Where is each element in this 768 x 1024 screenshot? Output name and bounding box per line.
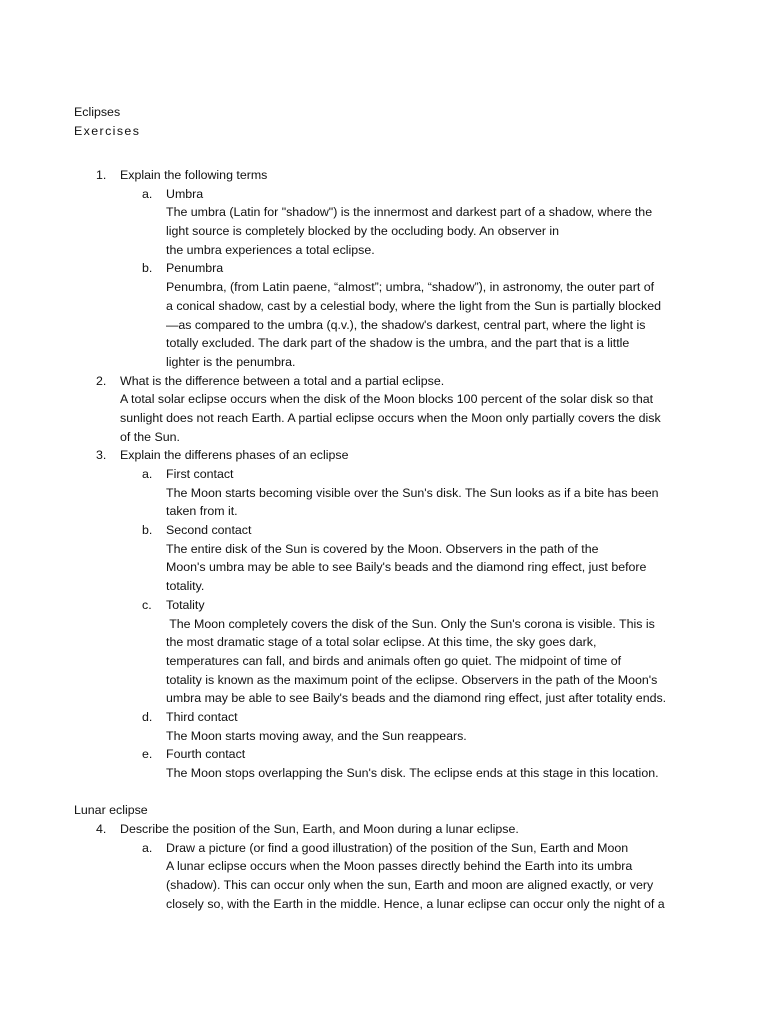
answer-line: taken from it.: [166, 504, 238, 519]
answer-line: Moon's umbra may be able to see Baily's beads and the diamond ring effect, just before: [166, 560, 647, 575]
answer-line: lighter is the penumbra.: [166, 354, 296, 369]
answer-line: of the Sun.: [120, 429, 180, 444]
question-number: 3.: [96, 448, 107, 463]
document-header: [74, 103, 140, 140]
question-2: [74, 372, 704, 391]
subitem-third-contact: [74, 708, 704, 727]
answer-line: the most dramatic stage of a total solar eclipse. At this time, the sky goes dark,: [166, 635, 597, 650]
answer-line: Penumbra, (from Latin paene, “almost”; umbra, “shadow”), in astronomy, the outer part of: [166, 280, 655, 295]
subitem-letter: e.: [142, 747, 153, 762]
document-title: Eclipses: [74, 105, 121, 119]
question-text: Explain the differens phases of an eclipse: [120, 448, 349, 463]
question-text: Describe the position of the Sun, Earth, and Moon during a lunar eclipse.: [120, 822, 519, 837]
subitem-term: Umbra: [166, 186, 204, 201]
answer-line: (shadow). This can occur only when the sun, Earth and moon are aligned exactly, or very: [166, 878, 654, 893]
question-3: [74, 446, 704, 465]
answer-line: a conical shadow, cast by a celestial body, where the light from the Sun is partially blocked: [166, 298, 661, 313]
subitem-term: Penumbra: [166, 261, 224, 276]
subitem-letter: a.: [142, 840, 153, 855]
answer-line: totality is known as the maximum point of the eclipse. Observers in the path of the Moon's: [166, 672, 658, 687]
answer-line: closely so, with the Earth in the middle. Hence, a lunar eclipse can occur only the night of a: [166, 896, 665, 911]
question-text: Explain the following terms: [120, 168, 268, 182]
question-number: 4.: [96, 822, 107, 837]
subitem-letter: b.: [142, 523, 153, 538]
answer-line: The umbra (Latin for "shadow") is the innermost and darkest part of a shadow, where the: [166, 205, 653, 220]
answer-line: the umbra experiences a total eclipse.: [166, 242, 375, 257]
section-heading-lunar-eclipse: Lunar eclipse: [74, 803, 148, 818]
question-number: 2.: [96, 373, 107, 388]
question-number: 1.: [96, 168, 107, 182]
subitem-letter: a.: [142, 467, 153, 481]
answer-line: light source is completely blocked by the occluding body. An observer in: [166, 224, 560, 239]
subitem-fourth-contact: [74, 745, 704, 764]
question-4: [74, 820, 704, 839]
subitem-draw-picture: [74, 839, 704, 858]
subitem-totality: [74, 596, 704, 615]
subitem-letter: a.: [142, 186, 153, 201]
subitem-letter: d.: [142, 709, 153, 724]
subitem-letter: c.: [142, 597, 152, 612]
answer-line: A lunar eclipse occurs when the Moon passes directly behind the Earth into its umbra: [166, 859, 633, 874]
subitem-term: Third contact: [166, 709, 238, 724]
answer-line: The Moon completely covers the disk of the Sun. Only the Sun's corona is visible. This is: [166, 616, 655, 631]
exercise-list: [74, 166, 704, 914]
document-subtitle: Exercises: [74, 123, 141, 138]
subitem-letter: b.: [142, 261, 153, 276]
answer-line: totally excluded. The dark part of the shadow is the umbra, and the part that is a little: [166, 336, 630, 351]
subitem-umbra: [74, 185, 704, 204]
subitem-second-contact: [74, 521, 704, 540]
answer-line: The Moon stops overlapping the Sun's disk. The eclipse ends at this stage in this location.: [166, 766, 659, 780]
answer-line: umbra may be able to see Baily's beads and the diamond ring effect, just after totality ends.: [166, 691, 667, 706]
subitem-term: Fourth contact: [166, 747, 246, 762]
answer-line: The Moon starts becoming visible over the Sun's disk. The Sun looks as if a bite has been: [166, 485, 659, 500]
question-text: What is the difference between a total and a partial eclipse.: [120, 373, 445, 388]
subitem-first-contact: [74, 465, 704, 484]
subitem-term: Totality: [166, 597, 205, 612]
subitem-term: Second contact: [166, 523, 252, 538]
subitem-term: First contact: [166, 467, 234, 481]
question-1: [74, 166, 704, 185]
subitem-term: Draw a picture (or find a good illustration) of the position of the Sun, Earth and Moon: [166, 840, 629, 855]
answer-line: A total solar eclipse occurs when the disk of the Moon blocks 100 percent of the solar disk so that: [120, 392, 654, 407]
answer-line: sunlight does not reach Earth. A partial eclipse occurs when the Moon only partially covers the disk: [120, 410, 661, 425]
answer-line: temperatures can fall, and birds and animals often go quiet. The midpoint of time of: [166, 653, 622, 668]
answer-line: —as compared to the umbra (q.v.), the shadow's darkest, central part, where the light is: [166, 317, 646, 332]
answer-line: The entire disk of the Sun is covered by the Moon. Observers in the path of the: [166, 541, 599, 556]
subitem-penumbra: [74, 259, 704, 278]
answer-line: The Moon starts moving away, and the Sun reappears.: [166, 728, 467, 743]
answer-line: totality.: [166, 579, 205, 594]
